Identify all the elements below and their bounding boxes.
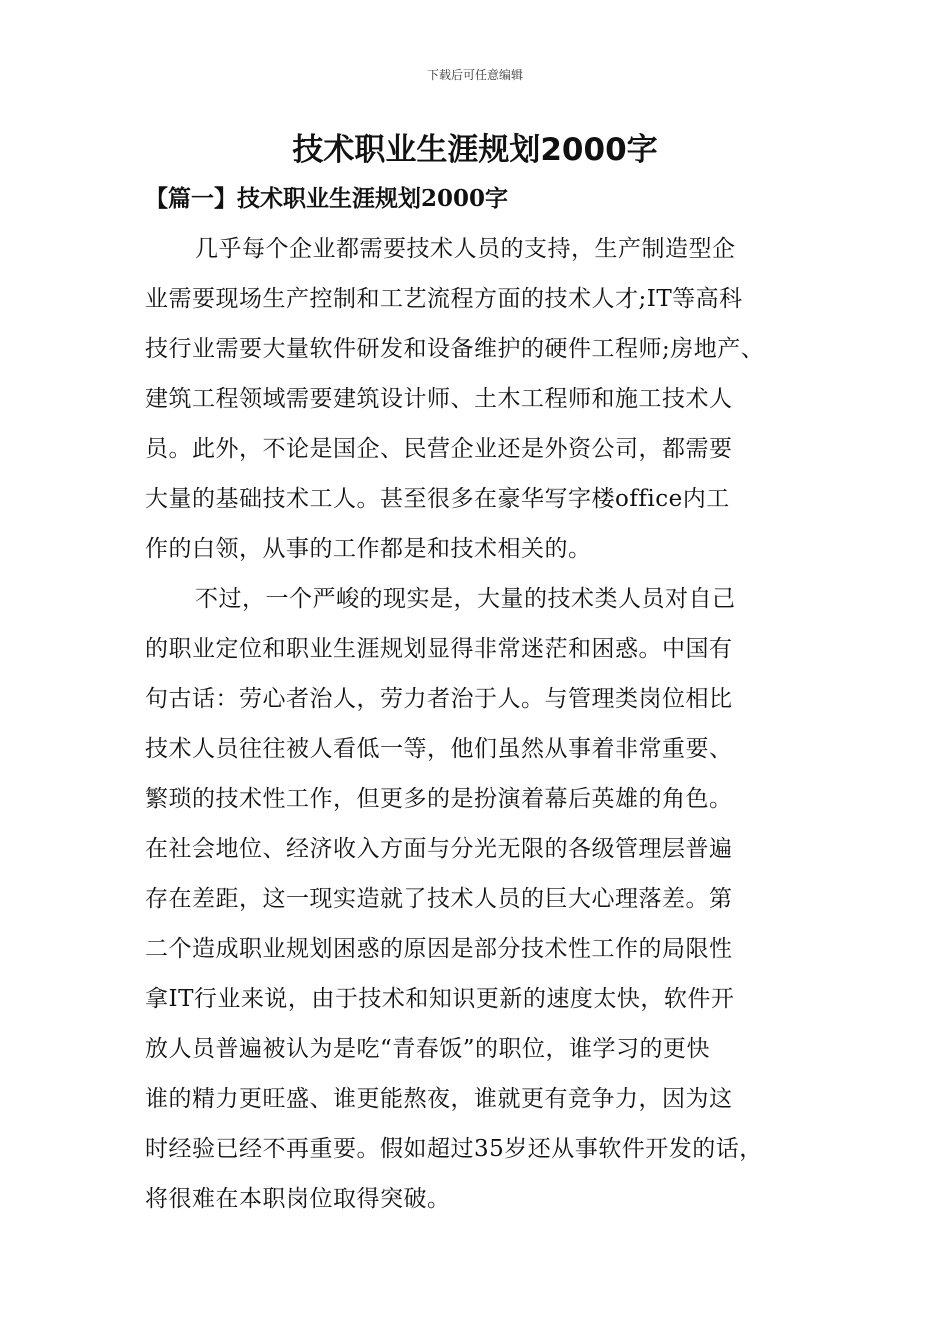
text-line: 在社会地位、经济收入方面与分光无限的各级管理层普遍 <box>145 836 733 862</box>
header-note: 下载后可任意编辑 <box>426 68 523 82</box>
text-line: 技行业需要大量软件研发和设备维护的硬件工程师;房地产、 <box>145 336 765 362</box>
text-line: 业需要现场生产控制和工艺流程方面的技术人才;IT等高科 <box>145 286 743 312</box>
text-line: 几乎每个企业都需要技术人员的支持，生产制造型企 <box>195 236 736 262</box>
text-line: 将很难在本职岗位取得突破。 <box>145 1186 451 1212</box>
section-heading: 【篇一】技术职业生涯规划2000字 <box>145 185 509 212</box>
text-line: 句古话：劳心者治人，劳力者治于人。与管理类岗位相比 <box>145 686 733 712</box>
text-line: 放人员普遍被认为是吃“青春饭”的职位，谁学习的更快 <box>145 1036 711 1062</box>
text-line: 的职业定位和职业生涯规划显得非常迷茫和困惑。中国有 <box>145 636 733 662</box>
text-line: 存在差距，这一现实造就了技术人员的巨大心理落差。第 <box>145 886 733 912</box>
text-line: 谁的精力更旺盛、谁更能熬夜，谁就更有竞争力，因为这 <box>145 1086 733 1112</box>
document-title: 技术职业生涯规划2000字 <box>292 132 658 168</box>
text-line: 繁琐的技术性工作，但更多的是扮演着幕后英雄的角色。 <box>145 786 733 812</box>
text-line: 不过，一个严峻的现实是，大量的技术类人员对自己 <box>195 586 736 612</box>
text-line: 二个造成职业规划困惑的原因是部分技术性工作的局限性 <box>145 936 733 962</box>
text-line: 作的白领，从事的工作都是和技术相关的。 <box>145 536 592 562</box>
body-text <box>145 230 835 1230</box>
text-line: 技术人员往往被人看低一等，他们虽然从事着非常重要、 <box>145 736 733 762</box>
paragraph <box>145 580 835 1230</box>
text-line: 拿IT行业来说，由于技术和知识更新的速度太快，软件开 <box>145 986 735 1012</box>
text-line: 建筑工程领域需要建筑设计师、土木工程师和施工技术人 <box>145 386 733 412</box>
text-line: 大量的基础技术工人。甚至很多在豪华写字楼office内工 <box>145 486 730 512</box>
paragraph <box>145 230 835 580</box>
text-line: 员。此外，不论是国企、民营企业还是外资公司，都需要 <box>145 436 733 462</box>
text-line: 时经验已经不再重要。假如超过35岁还从事软件开发的话， <box>145 1136 763 1162</box>
